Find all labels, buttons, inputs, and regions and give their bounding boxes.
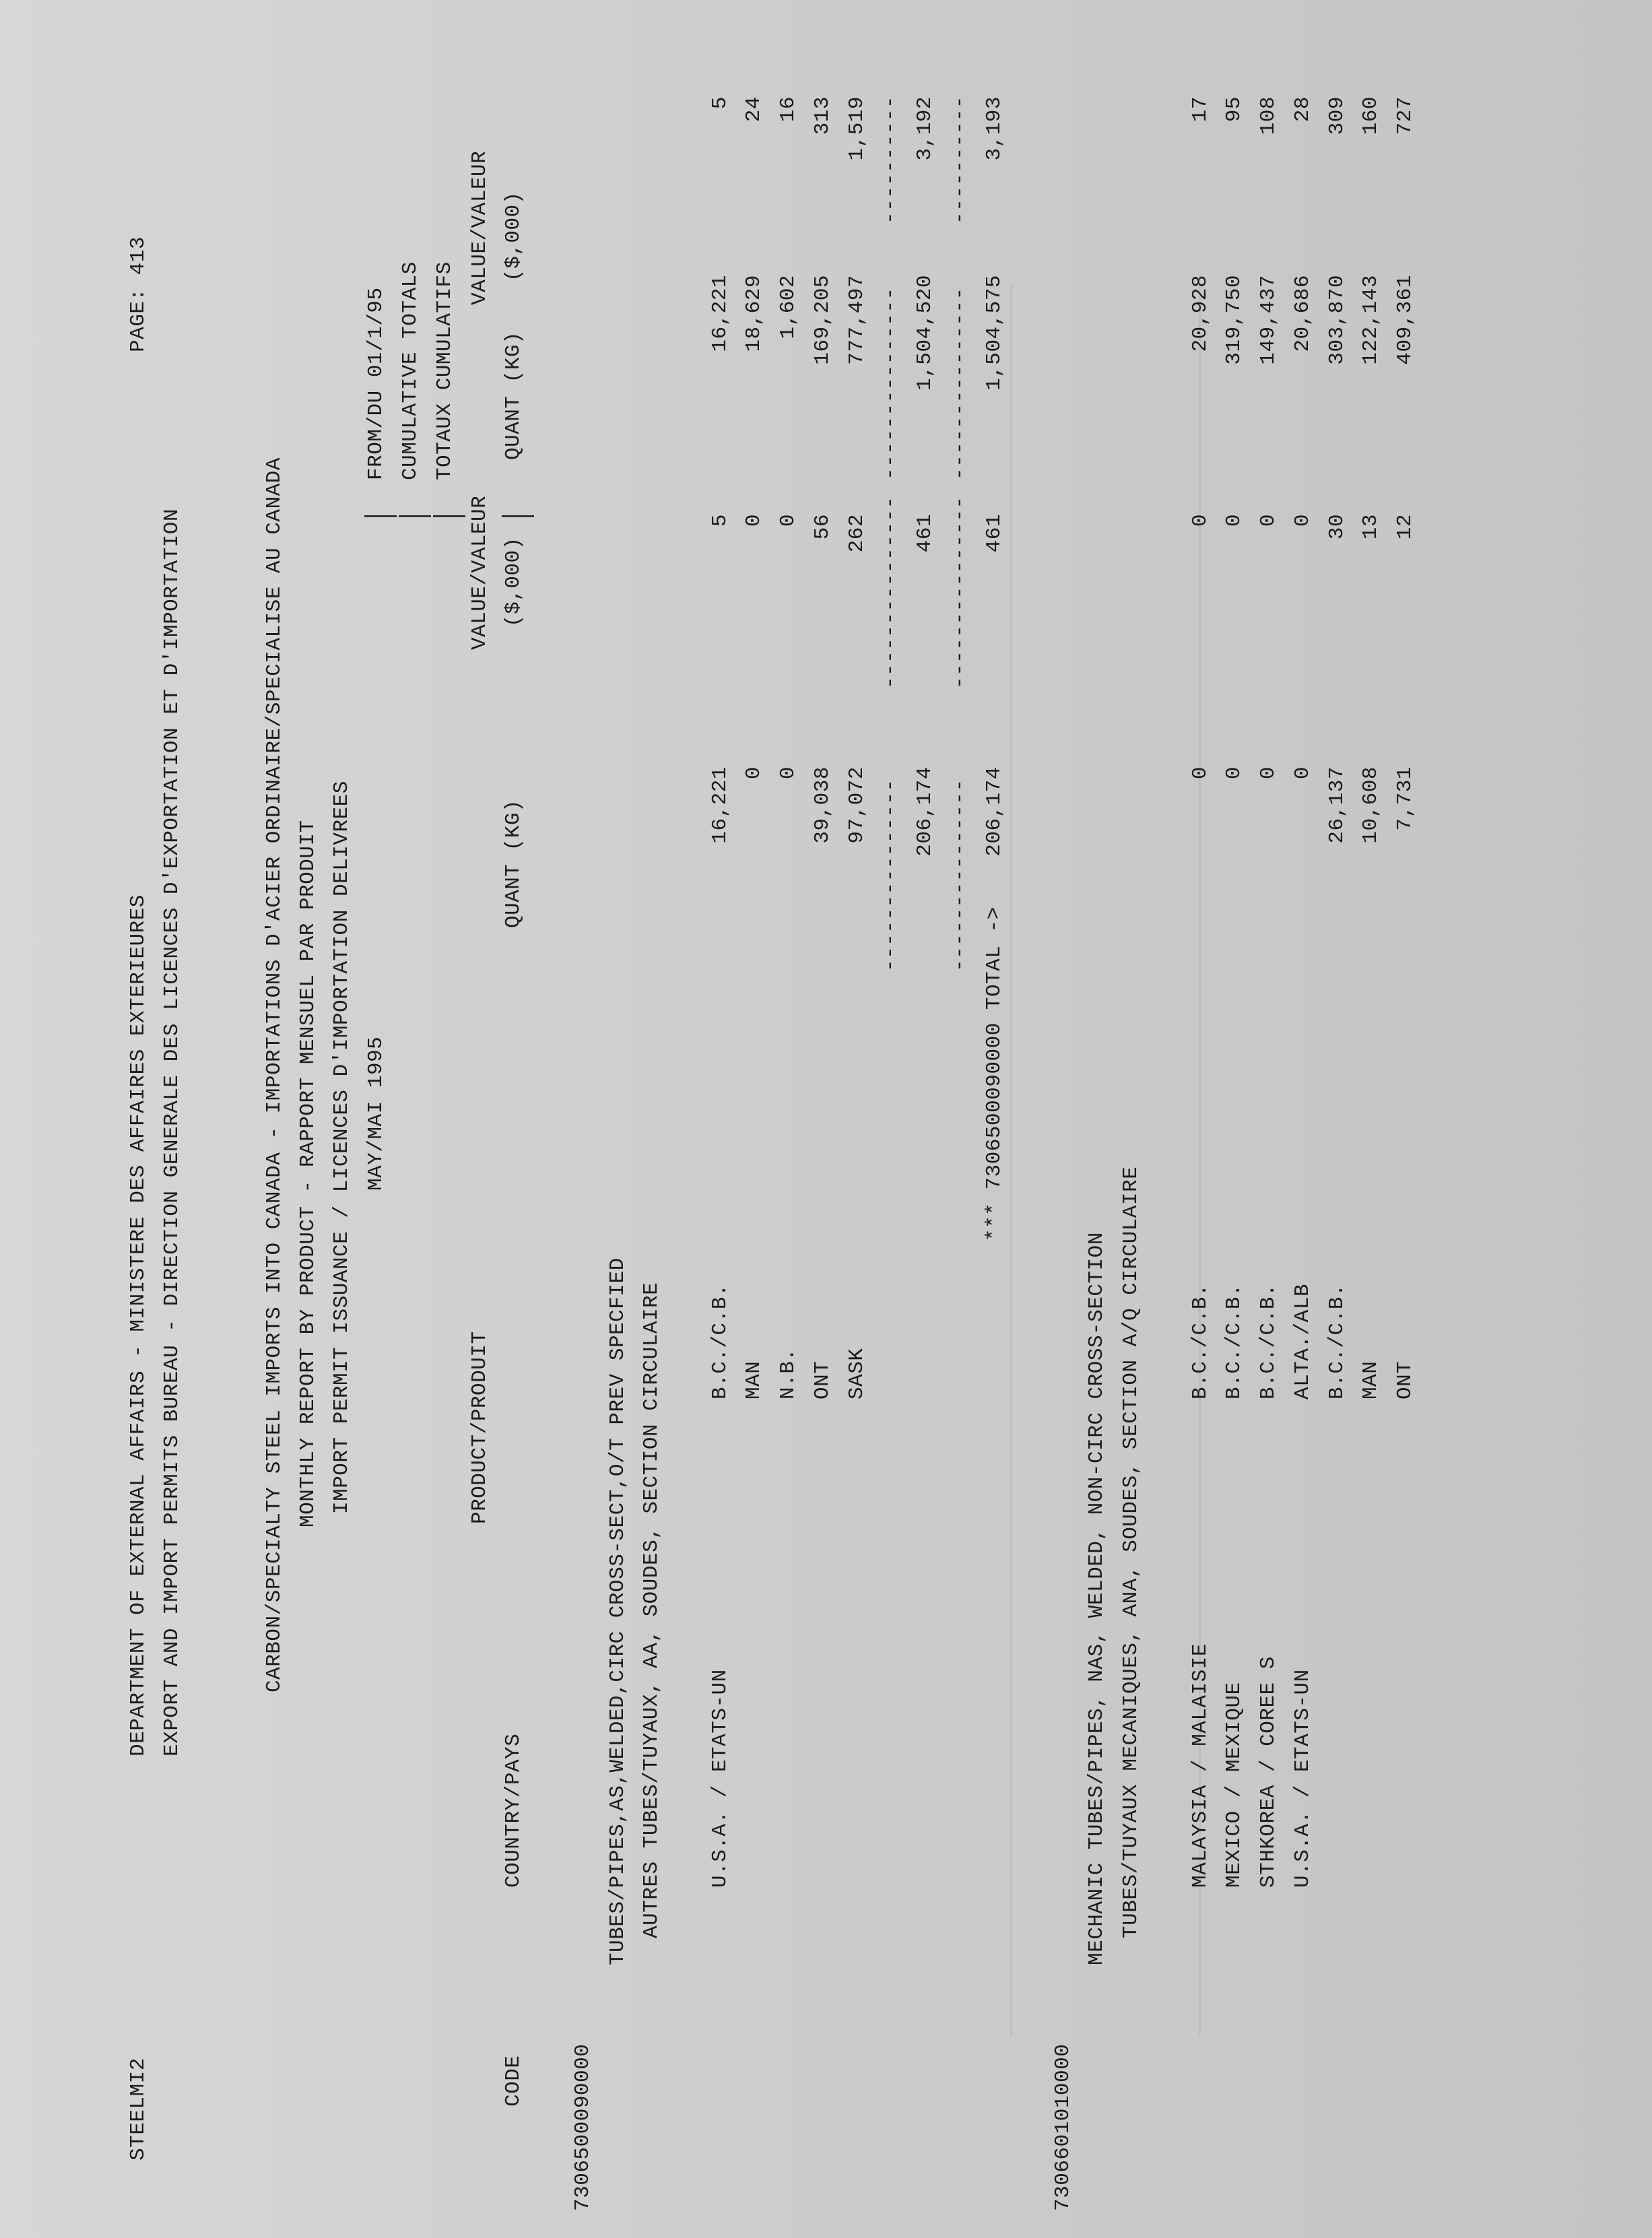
value: 0 bbox=[1257, 514, 1280, 527]
province: ALTA./ALB bbox=[1291, 1284, 1315, 1400]
cum-quantity: 149,437 bbox=[1257, 275, 1280, 365]
report-permit-line: IMPORT PERMIT ISSUANCE / LICENCES D'IMPORTATION DELIVREES bbox=[330, 781, 354, 1514]
program-id: STEELMI2 bbox=[127, 2058, 150, 2161]
product-description: MECHANIC TUBES/PIPES, NAS, WELDED, NON-CIRC CROSS-SECTION bbox=[1085, 1232, 1109, 1965]
cum-value: 309 bbox=[1325, 96, 1349, 135]
province: MAN bbox=[1359, 1360, 1383, 1400]
country-name: MALAYSIA / MALAISIE bbox=[1189, 1643, 1212, 1888]
quantity: 0 bbox=[777, 766, 800, 780]
quantity: 16,221 bbox=[708, 766, 732, 844]
cum-value: 160 bbox=[1359, 96, 1383, 135]
total-value: 461 bbox=[983, 514, 1006, 553]
province: ONT bbox=[811, 1360, 834, 1400]
quantity: 0 bbox=[1257, 766, 1280, 780]
value-unit-header: ($,000) bbox=[502, 537, 525, 627]
country-name: U.S.A. / ETATS-UN bbox=[1291, 1669, 1315, 1888]
cumulative-totals-label: CUMULATIVE TOTALS bbox=[399, 261, 422, 480]
subtotal-rule: ---------- bbox=[879, 95, 902, 224]
cum-quantity: 1,602 bbox=[777, 275, 800, 339]
value: 56 bbox=[811, 514, 834, 540]
value-column-header: VALUE/VALEUR bbox=[468, 495, 492, 650]
cum-value: 24 bbox=[742, 96, 766, 123]
bleed-through-mark bbox=[1010, 285, 1012, 2036]
cum-quantity: 122,143 bbox=[1359, 275, 1383, 365]
subtotal-cum-quantity: 1,504,520 bbox=[913, 275, 937, 391]
cum-value: 28 bbox=[1291, 96, 1315, 123]
cumulative-from-date: FROM/DU 01/1/95 bbox=[364, 287, 388, 480]
bureau-line: EXPORT AND IMPORT PERMITS BUREAU - DIRECTION GENERALE DES LICENCES D'EXPORTATION ET D'IMPORTATION bbox=[160, 508, 184, 1756]
total-rule: --------------- bbox=[948, 779, 972, 972]
value: 12 bbox=[1393, 514, 1417, 540]
province: B.C./C.B. bbox=[1325, 1284, 1349, 1400]
product-code: 7306500090000 bbox=[571, 2043, 595, 2211]
cum-quantity: 319,750 bbox=[1222, 275, 1246, 365]
subtotal-cum-value: 3,192 bbox=[913, 96, 937, 161]
value: 0 bbox=[1222, 514, 1246, 527]
cumulative-totals-label-fr: TOTAUX CUMULATIFS bbox=[433, 261, 457, 480]
cum-value: 1,519 bbox=[845, 96, 869, 161]
product-description-fr: TUBES/TUYAUX MECANIQUES, ANA, SOUDES, SECTION A/Q CIRCULAIRE bbox=[1119, 1166, 1143, 1938]
report-title: CARBON/SPECIALTY STEEL IMPORTS INTO CANADA - IMPORTATIONS D'ACIER ORDINAIRE/SPECIALISE AU CANADA bbox=[263, 457, 286, 1692]
country-column-header: COUNTRY/PAYS bbox=[502, 1733, 525, 1888]
value: 30 bbox=[1325, 514, 1349, 540]
cum-value: 727 bbox=[1393, 96, 1417, 135]
value: 0 bbox=[1189, 514, 1212, 527]
cum-quantity: 409,361 bbox=[1393, 275, 1417, 365]
province: B.C./C.B. bbox=[1257, 1284, 1280, 1400]
subtotal-rule: --------------- bbox=[879, 496, 902, 689]
cum-value-column-header: VALUE/VALEUR bbox=[468, 150, 492, 305]
cum-quantity: 20,928 bbox=[1189, 275, 1212, 352]
total-label: *** 7306500090000 TOTAL -> bbox=[983, 907, 1006, 1241]
quantity: 97,072 bbox=[845, 766, 869, 844]
code-column-header: CODE bbox=[502, 2055, 525, 2107]
column-separator bbox=[364, 515, 397, 517]
value: 13 bbox=[1359, 514, 1383, 540]
total-cum-value: 3,193 bbox=[983, 96, 1006, 161]
page-number: PAGE: 413 bbox=[127, 236, 150, 352]
total-rule: ---------- bbox=[948, 95, 972, 224]
province: B.C./C.B. bbox=[1222, 1284, 1246, 1400]
value: 0 bbox=[742, 514, 766, 527]
province: N.B. bbox=[777, 1348, 800, 1400]
cum-quantity: 169,205 bbox=[811, 275, 834, 365]
value: 5 bbox=[708, 514, 732, 527]
cum-value: 108 bbox=[1257, 96, 1280, 135]
subtotal-quantity: 206,174 bbox=[913, 766, 937, 857]
subtotal-value: 461 bbox=[913, 514, 937, 553]
column-separator bbox=[399, 515, 431, 517]
total-quantity: 206,174 bbox=[983, 766, 1006, 857]
province: SASK bbox=[845, 1348, 869, 1400]
value: 0 bbox=[1291, 514, 1315, 527]
cum-quant-column-header: QUANT (KG) bbox=[502, 331, 525, 460]
subtotal-rule: --------------- bbox=[879, 287, 902, 480]
product-code: 7306601010000 bbox=[1051, 2043, 1075, 2211]
cum-value: 95 bbox=[1222, 96, 1246, 123]
value: 0 bbox=[777, 514, 800, 527]
quantity: 39,038 bbox=[811, 766, 834, 844]
quantity: 0 bbox=[1222, 766, 1246, 780]
cum-quantity: 16,221 bbox=[708, 275, 732, 352]
province: ONT bbox=[1393, 1360, 1417, 1400]
total-rule: --------------- bbox=[948, 287, 972, 480]
subtotal-rule: --------------- bbox=[879, 779, 902, 972]
total-rule: --------------- bbox=[948, 496, 972, 689]
report-subtitle: MONTHLY REPORT BY PRODUCT - RAPPORT MENSUEL PAR PRODUIT bbox=[296, 820, 320, 1527]
cum-value: 17 bbox=[1189, 96, 1212, 123]
column-separator bbox=[433, 515, 465, 517]
product-description: TUBES/PIPES,AS,WELDED,CIRC CROSS-SECT,O/T PREV SPECFIED bbox=[606, 1257, 630, 1965]
quantity: 26,137 bbox=[1325, 766, 1349, 844]
cum-value: 313 bbox=[811, 96, 834, 135]
product-description-fr: AUTRES TUBES/TUYAUX, AA, SOUDES, SECTION CIRCULAIRE bbox=[640, 1282, 663, 1938]
product-column-header: PRODUCT/PRODUIT bbox=[468, 1331, 492, 1524]
quantity: 7,731 bbox=[1393, 766, 1417, 831]
country-name: MEXICO / MEXIQUE bbox=[1222, 1682, 1246, 1888]
quantity: 0 bbox=[1189, 766, 1212, 780]
cum-value: 5 bbox=[708, 96, 732, 110]
country-name: STHKOREA / COREE S bbox=[1257, 1656, 1280, 1888]
quantity: 0 bbox=[1291, 766, 1315, 780]
quantity: 10,608 bbox=[1359, 766, 1383, 844]
cum-quantity: 18,629 bbox=[742, 275, 766, 352]
column-separator bbox=[502, 515, 534, 517]
province: MAN bbox=[742, 1360, 766, 1400]
total-cum-quantity: 1,504,575 bbox=[983, 275, 1006, 391]
cum-quantity: 20,686 bbox=[1291, 275, 1315, 352]
quantity: 0 bbox=[742, 766, 766, 780]
department-line: DEPARTMENT OF EXTERNAL AFFAIRS - MINISTERE DES AFFAIRES EXTERIEURES bbox=[127, 894, 150, 1756]
value: 262 bbox=[845, 514, 869, 553]
cum-quantity: 777,497 bbox=[845, 275, 869, 365]
report-period: MAY/MAI 1995 bbox=[364, 1036, 388, 1191]
quant-column-header: QUANT (KG) bbox=[502, 799, 525, 928]
cum-quantity: 303,870 bbox=[1325, 275, 1349, 365]
province: B.C./C.B. bbox=[1189, 1284, 1212, 1400]
country-name: U.S.A. / ETATS-UN bbox=[708, 1669, 732, 1888]
province: B.C./C.B. bbox=[708, 1284, 732, 1400]
cum-value-unit-header: ($,000) bbox=[502, 191, 525, 282]
cum-value: 16 bbox=[777, 96, 800, 123]
